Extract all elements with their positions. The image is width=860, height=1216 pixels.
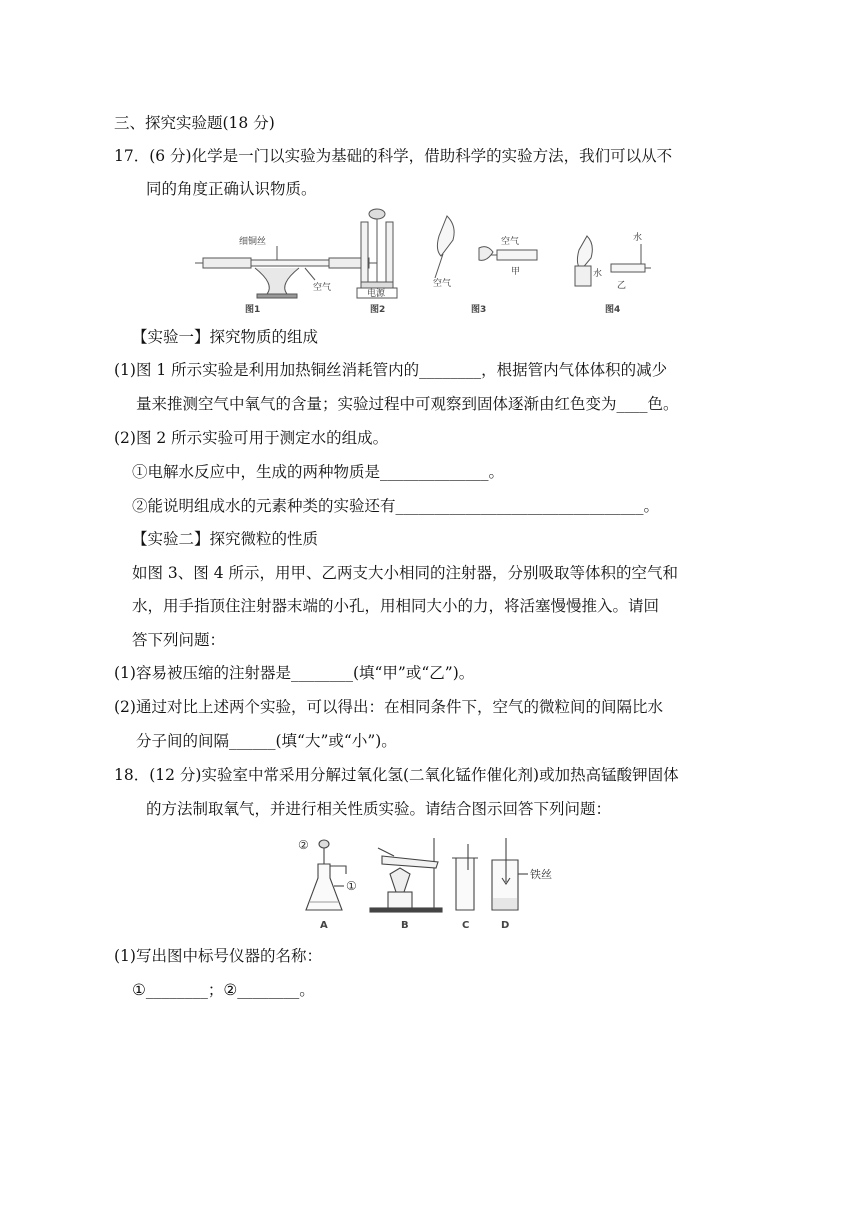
figure-3-jia-label: 甲 — [511, 267, 521, 277]
apparatus-c-gas-bottle — [452, 844, 478, 910]
question-17-line-2: 同的角度正确认识物质。 — [146, 180, 317, 198]
experiment-1-title: 【实验一】探究物质的组成 — [132, 328, 319, 346]
q18-part-1-line-1: (1)写出图中标号仪器的名称： — [114, 947, 322, 965]
experiment-2-line-2: 水，用手指顶住注射器末端的小孔，用相同大小的力，将活塞慢慢推入。请回 — [132, 597, 660, 615]
q18-apparatus-figure — [298, 834, 588, 934]
section-title: 三、探究实验题(18 分) — [114, 114, 275, 132]
figure-4-yi-label: 乙 — [617, 281, 627, 291]
q17-figures — [195, 206, 643, 316]
apparatus-c-label: C — [462, 920, 470, 931]
apparatus-b-label: B — [401, 920, 409, 931]
figure-3-air-top-label: 空气 — [501, 237, 520, 247]
figure-2-electrolysis-apparatus — [357, 209, 397, 298]
question-17-line-1: 17．(6 分)化学是一门以实验为基础的科学，借助科学的实验方法，我们可以从不 — [114, 147, 673, 165]
q17-part-2-line-2: ①电解水反应中，生成的两种物质是______________。 — [132, 463, 505, 481]
marker-1-label: ① — [346, 879, 357, 893]
apparatus-a-label: A — [320, 920, 328, 931]
experiment-2-line-3: 答下列问题： — [132, 631, 226, 649]
figure-2-power-label: 电源 — [367, 289, 386, 299]
q17-exp2-part-2-line-2: 分子间的间隔______(填“大”或“小”)。 — [136, 732, 397, 750]
q17-part-1-line-2: 量来推测空气中氧气的含量；实验过程中可观察到固体逐渐由红色变为____色。 — [136, 395, 679, 413]
marker-2-label: ② — [298, 838, 309, 852]
q17-exp2-part-1: (1)容易被压缩的注射器是________(填“甲”或“乙”)。 — [114, 664, 475, 682]
figure-3-air-left-label: 空气 — [433, 279, 452, 289]
figure-1-air-label: 空气 — [313, 283, 332, 293]
apparatus-d-label: D — [501, 920, 510, 931]
apparatus-a-flask — [306, 840, 346, 910]
apparatus-d-iron-wire-bottle — [492, 838, 528, 910]
q17-part-2-line-3: ②能说明组成水的元素种类的实验还有________________________________。 — [132, 497, 660, 515]
q17-part-1-line-1: (1)图 1 所示实验是利用加热铜丝消耗管内的________，根据管内气体体积的减少 — [114, 361, 668, 379]
figure-1-wire-label: 细铜丝 — [239, 237, 267, 247]
figure-4-label: 图4 — [605, 305, 621, 315]
q17-part-2-line-1: (2)图 2 所示实验可用于测定水的组成。 — [114, 429, 389, 447]
q17-exp2-part-2-line-1: (2)通过对比上述两个实验，可以得出：在相同条件下，空气的微粒间的间隔比水 — [114, 698, 663, 716]
figure-3-label: 图3 — [471, 305, 487, 315]
figure-3-air-syringe — [435, 216, 537, 278]
iron-wire-label: 铁丝 — [530, 868, 552, 881]
figure-1-label: 图1 — [245, 305, 261, 315]
q18-part-1-line-2: ①________；②________。 — [132, 981, 315, 999]
apparatus-b-heating-setup — [370, 838, 442, 912]
figure-4-water-syringe — [575, 236, 651, 286]
figure-2-label: 图2 — [370, 305, 386, 315]
experiment-2-line-1: 如图 3、图 4 所示，用甲、乙两支大小相同的注射器，分别吸取等体积的空气和 — [132, 564, 679, 582]
question-18-line-1: 18．(12 分)实验室中常采用分解过氧化氢(二氧化锰作催化剂)或加热高锰酸钾固体 — [114, 766, 679, 784]
experiment-2-title: 【实验二】探究微粒的性质 — [132, 530, 319, 548]
figure-1-copper-wire-apparatus — [195, 246, 377, 298]
figure-4-water-left-label: 水 — [593, 269, 603, 279]
figure-4-water-top-label: 水 — [633, 233, 643, 243]
question-18-line-2: 的方法制取氧气，并进行相关性质实验。请结合图示回答下列问题： — [146, 800, 612, 818]
